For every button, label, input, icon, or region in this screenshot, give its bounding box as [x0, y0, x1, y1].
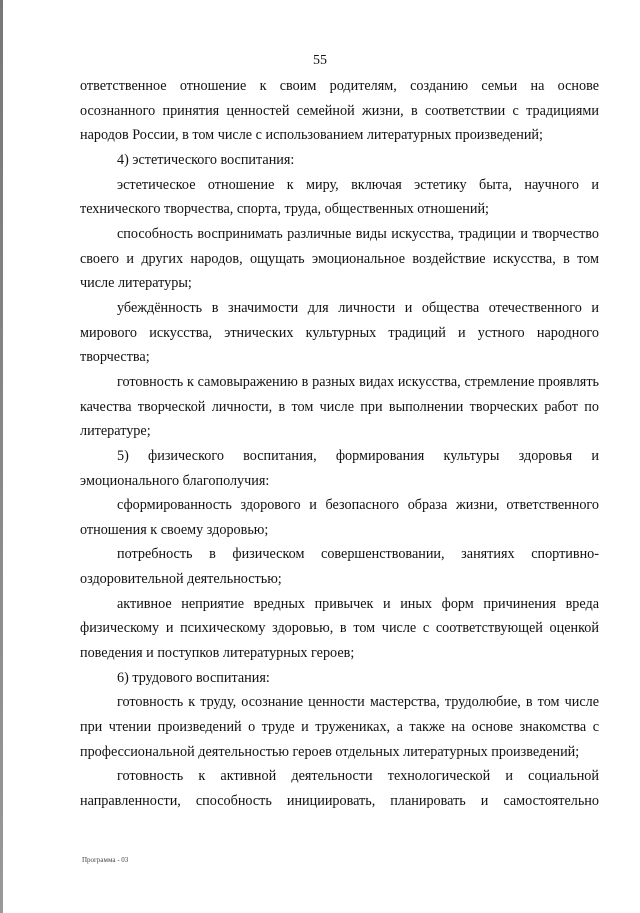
paragraph: убеждённость в значимости для личности и общества отечественного и мирового искусства, этнических культурных традиций и устного народного творчества; — [80, 299, 599, 366]
page-number: 55 — [313, 53, 327, 68]
paragraph: потребность в физическом совершенствовании, занятиях спортивно-оздоровительной деятельностью; — [80, 546, 599, 588]
paragraph: готовность к самовыражению в разных видах искусства, стремление проявлять качества творческой личности, в том числе при выполнении творческих работ по литературе; — [80, 373, 599, 440]
document-body — [80, 74, 599, 814]
paragraph: ответственное отношение к своим родителям, созданию семьи на основе осознанного принятия ценностей семейной жизни, в соответствии с традициями народов России, в том числе с использованием литературных произведений; — [80, 78, 599, 144]
section-heading: 4) эстетического воспитания: — [117, 151, 295, 168]
paragraph: готовность к труду, осознание ценности мастерства, трудолюбие, в том числе при чтении произведений о труде и тружениках, а также на основе знакомства с профессиональной деятельностью героев отдельных литературных произведений; — [80, 694, 599, 760]
paragraph: активное неприятие вредных привычек и иных форм причинения вреда физическому и психическому здоровью, в том числе с соответствующей оценкой поведения и поступков литературных героев; — [80, 595, 599, 662]
section-heading: 6) трудового воспитания: — [117, 669, 270, 686]
footer-note: Программа - 03 — [82, 856, 129, 864]
paragraph: сформированность здорового и безопасного образа жизни, ответственного отношения к своему здоровью; — [80, 497, 599, 538]
section-heading: 5) физического воспитания, формирования культуры здоровья и эмоционального благополучия: — [80, 447, 599, 489]
paragraph: способность воспринимать различные виды искусства, традиции и творчество своего и других народов, ощущать эмоциональное воздействие искусства, в том числе литературы; — [80, 225, 599, 292]
paragraph: эстетическое отношение к миру, включая эстетику быта, научного и технического творчества, спорта, труда, общественных отношений; — [80, 176, 599, 218]
paragraph: готовность к активной деятельности технологической и социальной направленности, способность инициировать, планировать и самостоятельно — [80, 768, 599, 810]
